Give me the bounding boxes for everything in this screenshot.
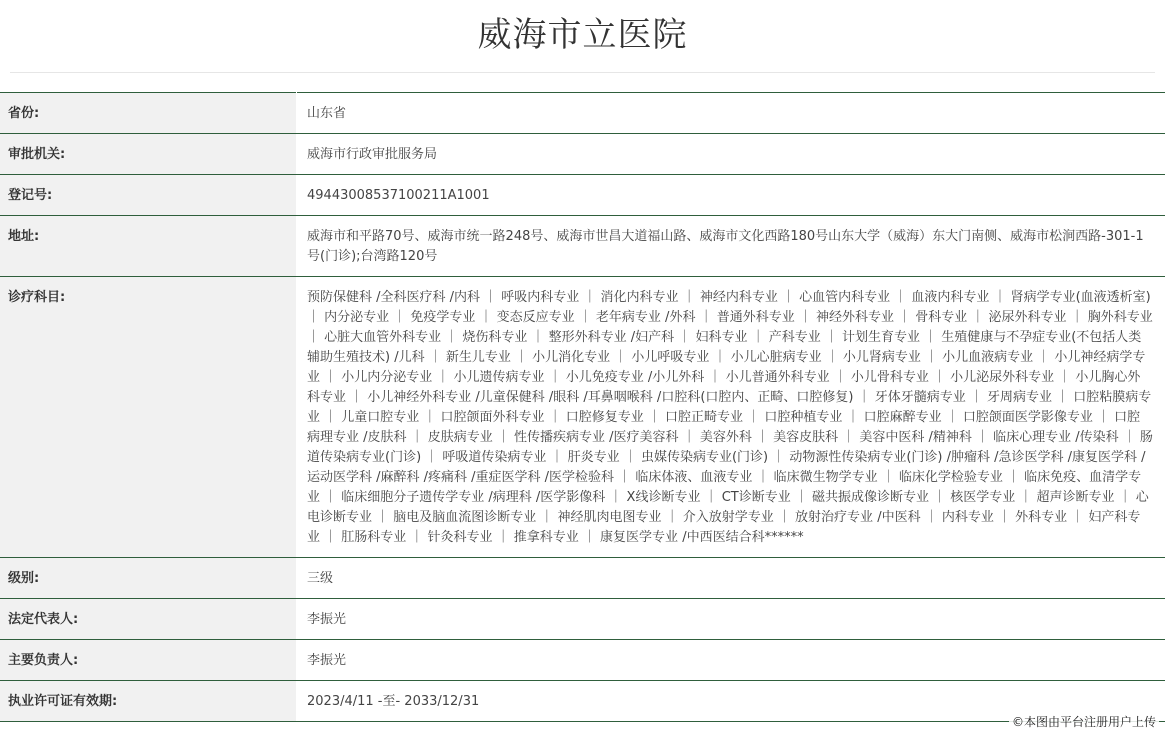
row-label: 登记号: <box>0 175 297 216</box>
hospital-info-table <box>0 92 1165 722</box>
table-row-legal-representative <box>0 599 1165 640</box>
row-label: 省份: <box>0 93 297 134</box>
row-value: 预防保健科 /全科医疗科 /内科 ｜ 呼吸内科专业 ｜ 消化内科专业 ｜ 神经内科专业 ｜ 心血管内科专业 ｜ 血液内科专业 ｜ 肾病学专业(血液透析室) ｜ 内分泌专业 ｜ 免疫学专业 ｜ 变态反应专业 ｜ 老年病专业 /外科 ｜ 普通外科专业 ｜ 神经外科专业 ｜ 骨科专业 ｜ 泌尿外科专业 ｜ 胸外科专业 ｜ 心脏大血管外科专业 ｜ 烧伤科专业 ｜ 整形外科专业 /妇产科 ｜ 妇科专业 ｜ 产科专业 ｜ 计划生育专业 ｜ 生殖健康与不孕症专业(不包括人类辅助生殖技术) /儿科 ｜ 新生儿专业 ｜ 小儿消化专业 ｜ 小儿呼吸专业 ｜ 小儿心脏病专业 ｜ 小儿肾病专业 ｜ 小儿血液病专业 ｜ 小儿神经病学专业 ｜ 小儿内分泌专业 ｜ 小儿遗传病专业 ｜ 小儿免疫专业 /小儿外科 ｜ 小儿普通外科专业 ｜ 小儿骨科专业 ｜ 小儿泌尿外科专业 ｜ 小儿胸心外科专业 ｜ 小儿神经外科专业 /儿童保健科 /眼科 /耳鼻咽喉科 /口腔科(口腔内、正畸、口腔修复) ｜ 牙体牙髓病专业 ｜ 牙周病专业 ｜ 口腔粘膜病专业 ｜ 儿童口腔专业 ｜ 口腔颌面外科专业 ｜ 口腔修复专业 ｜ 口腔正畸专业 ｜ 口腔种植专业 ｜ 口腔麻醉专业 ｜ 口腔颌面医学影像专业 ｜ 口腔病理专业 /皮肤科 ｜ 皮肤病专业 ｜ 性传播疾病专业 /医疗美容科 ｜ 美容外科 ｜ 美容皮肤科 ｜ 美容中医科 /精神科 ｜ 临床心理专业 /传染科 ｜ 肠道传染病专业(门诊) ｜ 呼吸道传染病专业 ｜ 肝炎专业 ｜ 虫媒传染病专业(门诊) ｜ 动物源性传染病专业(门诊) /肿瘤科 /急诊医学科 /康复医学科 /运动医学科 /麻醉科 /疼痛科 /重症医学科 /医学检验科 ｜ 临床体液、血液专业 ｜ 临床微生物学专业 ｜ 临床化学检验专业 ｜ 临床免疫、血清学专业 ｜ 临床细胞分子遗传学专业 /病理科 /医学影像科 ｜ X线诊断专业 ｜ CT诊断专业 ｜ 磁共振成像诊断专业 ｜ 核医学专业 ｜ 超声诊断专业 ｜ 心电诊断专业 ｜ 脑电及脑血流图诊断专业 ｜ 神经肌肉电图专业 ｜ 介入放射学专业 ｜ 放射治疗专业 /中医科 ｜ 内科专业 ｜ 外科专业 ｜ 妇产科专业 ｜ 肛肠科专业 ｜ 针灸科专业 ｜ 推拿科专业 ｜ 康复医学专业 /中西医结合科****** <box>297 277 1165 558</box>
row-label: 地址: <box>0 216 297 277</box>
row-value: 2023/4/11 -至- 2033/12/31 <box>297 681 1165 722</box>
row-value: 威海市行政审批服务局 <box>297 134 1165 175</box>
row-label: 级别: <box>0 558 297 599</box>
table-row-approval-authority <box>0 134 1165 175</box>
row-value: 49443008537100211A1001 <box>297 175 1165 216</box>
row-label: 诊疗科目: <box>0 277 297 558</box>
row-value: 李振光 <box>297 599 1165 640</box>
table-row-principal <box>0 640 1165 681</box>
table-row-province <box>0 93 1165 134</box>
table-row-registration-number <box>0 175 1165 216</box>
table-row-departments <box>0 277 1165 558</box>
row-label: 审批机关: <box>0 134 297 175</box>
row-value: 威海市和平路70号、威海市统一路248号、威海市世昌大道福山路、威海市文化西路180号山东大学（威海）东大门南侧、威海市松涧西路-301-1号(门诊);台湾路120号 <box>297 216 1165 277</box>
row-label: 主要负责人: <box>0 640 297 681</box>
table-row-license-validity <box>0 681 1165 722</box>
table-row-address <box>0 216 1165 277</box>
row-label: 执业许可证有效期: <box>0 681 297 722</box>
row-value: 山东省 <box>297 93 1165 134</box>
row-label: 法定代表人: <box>0 599 297 640</box>
page-header <box>10 0 1155 73</box>
table-row-level <box>0 558 1165 599</box>
row-value: 李振光 <box>297 640 1165 681</box>
page-title: 威海市立医院 <box>477 15 688 55</box>
row-value: 三级 <box>297 558 1165 599</box>
upload-notice: ©本图由平台注册用户上传 <box>1009 712 1159 731</box>
